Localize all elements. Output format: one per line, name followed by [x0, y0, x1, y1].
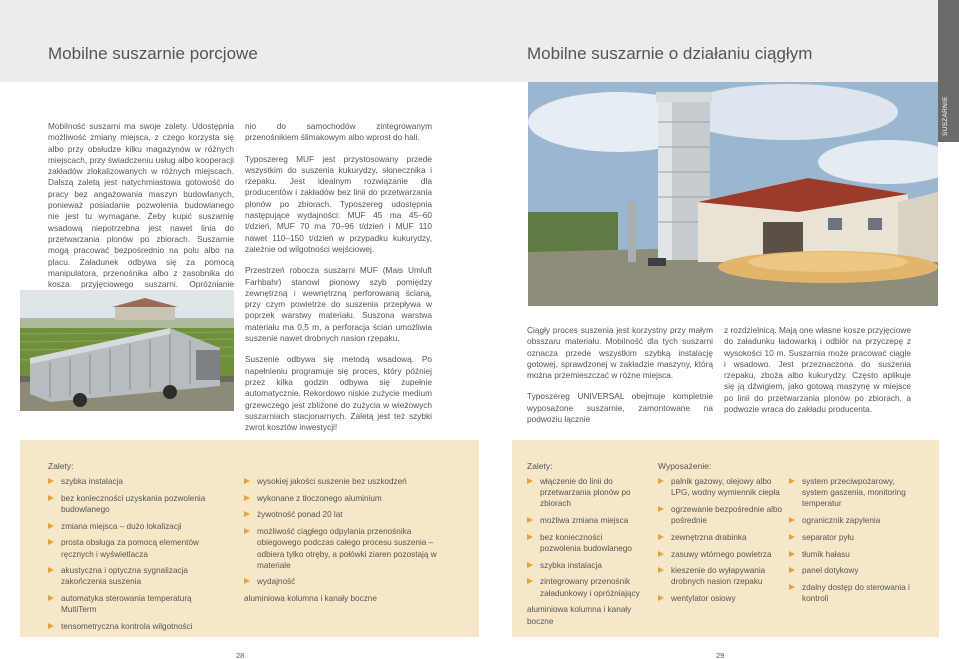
left-col1-text — [48, 121, 234, 302]
list-item: żywotność ponad 20 lat — [244, 509, 439, 520]
page-title-right: Mobilne suszarnie o działaniu ciągłym — [527, 44, 813, 63]
list-item: separator pyłu — [789, 532, 919, 543]
section-side-tab — [938, 0, 959, 142]
list-item: ogranicznik zapylenia — [789, 515, 919, 526]
list-item: palnik gazowy, olejowy albo LPG, wodny wymiennik ciepła — [658, 476, 783, 498]
list-item: zintegrowany przenośnik załadunkowy i opróżniający — [527, 576, 645, 598]
side-tab-label: SUSZARNIE — [942, 96, 949, 136]
list-item: zdalny dostęp do sterowania i kontroli — [789, 582, 919, 604]
list-item: panel dotykowy — [789, 565, 919, 576]
equipment-list-1 — [658, 476, 783, 610]
header-band — [0, 0, 959, 82]
equipment-list-2 — [789, 476, 919, 610]
list-item: kieszenie do wyłapywania drobnych nasion rzepaku — [658, 565, 783, 587]
left-col2-text — [245, 121, 432, 433]
list-item: wysokiej jakości suszenie bez uszkodzeń — [244, 476, 439, 487]
list-item: aluminiowa kolumna i kanały boczne — [527, 605, 632, 626]
list-item: bez konieczności pozwolenia budowlanego — [527, 532, 645, 554]
list-item: szybka instalacja — [527, 560, 645, 571]
right-col1-text — [527, 325, 713, 425]
mobile-batch-dryer-photo — [20, 290, 234, 411]
advantages-equipment-box-right — [512, 440, 939, 637]
list-item: bez konieczności uzyskania pozwolenia budowlanego — [48, 493, 228, 515]
list-item: wentylator osiowy — [658, 593, 783, 604]
advantages-box-left — [20, 440, 479, 637]
page-number-right: 29 — [716, 651, 725, 659]
advantages-list — [527, 476, 645, 632]
paragraph: Ciągły proces suszenia jest korzystny przy małym obsszaru materiału. Mobilność dla tych suszarni oznacza przede wszystkim szybką instalację gotowej, sprawdzonej w zakładzie maszyny, którą można przemieszczać w różne miejsca. — [527, 325, 713, 381]
list-item: system przeciwpożarowy, system gaszenia, monitoring temperatur — [789, 476, 919, 510]
list-item: szybka instalacja — [48, 476, 228, 487]
list-item: prosta obsługa za pomocą elementów ręcznych i wyświetlacza — [48, 537, 228, 559]
advantages-list-2 — [244, 476, 439, 610]
tower-dryer-photo — [528, 82, 938, 306]
list-item: zasuwy wtórnego powietrza — [658, 549, 783, 560]
paragraph: Przestrzeń robocza suszarni MUF (Mais Umluft Farhbahr) stanowi pionowy szyb pomiędzy zewnętrzną i wewnętrzną perforowaną ścianą, przy czym powietrze do suszenia przepływa w poprzek warstwy materiału. Suszona warstwa materiału ma 0,5 m, a perforacja ścian umożliwia suszenie nawet drobnych nasion rzepaku. — [245, 265, 432, 344]
list-item: wydajność — [244, 576, 439, 587]
list-item: wykonane z tłoczonego aluminium — [244, 493, 439, 504]
list-item: zmiana miejsca – dużo lokalizacji — [48, 521, 228, 532]
right-col2-text — [724, 325, 911, 415]
list-item: aluminiowa kolumna i kanały boczne — [244, 594, 377, 604]
page-number-left: 28 — [236, 651, 245, 659]
paragraph: nio do samochodów zintegrowanym przenośnikiem ślimakowym albo wprost do hali. — [245, 121, 432, 143]
paragraph: Suszenie odbywa się metodą wsadową. Po napełnieniu programuje się proces, który później przez kilka godzin odbywa się zupełnie automatycznie. Rekordowo niskie zużycie medium grzewczego jest zbliżone do zużycia w wieżowych suszarniach stacjonarnych. Zaletą jest też szybki zwrot kosztów inwestycji! — [245, 354, 432, 433]
list-item: możliwość ciągłego odpylania przenośnika obiegowego podczas całego procesu suszenia – odbiera tylko otręby, a połówki ziaren pozostają w materiale — [244, 526, 439, 571]
list-item: włączenie do linii do przetwarzania plonów po zbiorach — [527, 476, 645, 510]
paragraph: z rozdzielnicą. Mają one własne kosze przyjęciowe do załadunku ładowarką i odbiór na przyczepę z wysokości 10 m. Suszarnia może pracować ciągle i wsadowo. Jest przeznaczona do suszenia rzepaku, zboża albo kukurydzy. Często aplikuje się ją dźwigiem, jako gotową maszynę w miejsce po linii do przetwarzania plonów po zbiorach, a podwozie wraca do zakładu producenta. — [724, 325, 911, 415]
advantages-list-1 — [48, 476, 228, 638]
paragraph: Mobilność suszarni ma swoje zalety. Udostępnia możliwość zmiany miejsca, z czego korzysta się albo przy obsłudze kilku magazynów w różnych miejscach, przy świadczeniu usług albo kooperacji zakładów zlokalizowanych w różnych miejscach. Dalszą zaletą jest natychmiastowa gotowość do pracy bez angażowania maszyn budowlanych, ponieważ posiadanie pozwolenia budowlanego nie jest tu wymagane. Żeby kupić suszarnię wsadową niepotrzebna jest nawet linia do przetwarzania plonów po zbiorach. Suszarnie mogą pracować bezpośrednio na polu albo na placu. Załadunek odbywa się za pomocą manipulatora, przenośnika albo z zasobnika do kosza przyjęciowego suszarni. Opróżnianie — [48, 121, 234, 290]
box-title: Zalety: — [527, 461, 553, 471]
page-title-left: Mobilne suszarnie porcjowe — [48, 44, 258, 63]
list-item: możliwa zmiana miejsca — [527, 515, 645, 526]
list-item: automatyka sterowania temperaturą MultiTerm — [48, 593, 228, 615]
box-title: Zalety: — [48, 461, 74, 471]
list-item: ogrzewanie bezpośrednie albo pośrednie — [658, 504, 783, 526]
paragraph: Typoszereg UNIVERSAL obejmuje kompletnie wyposażone suszarnie, zamontowane na podwoziu łącznie — [527, 391, 713, 425]
list-item: tłumik hałasu — [789, 549, 919, 560]
list-item: akustyczna i optyczna sygnalizacja zakończenia suszenia — [48, 565, 228, 587]
list-item: tensometryczna kontrola wilgotności — [48, 621, 228, 632]
paragraph: Typoszereg MUF jest przystosowany przede wszystkim do suszenia kukurydzy, słonecznika i rzepaku. Jest idealnym rozwiązanie dla producentów i zakładów bez linii do przetwarzania plonów po zbiorach. Typoszereg udostępnia następujące wydajności: MUF 45 ma 45–60 t/dzień, MUF 70 ma 70–96 t/dzień i MUF 110 nawet 110–150 t/dzień w przypadku kukurydzy, zależnie od wilgotności wejściowej. — [245, 153, 432, 254]
box-title: Wyposażenie: — [658, 461, 712, 471]
list-item: zewnętrzna drabinka — [658, 532, 783, 543]
